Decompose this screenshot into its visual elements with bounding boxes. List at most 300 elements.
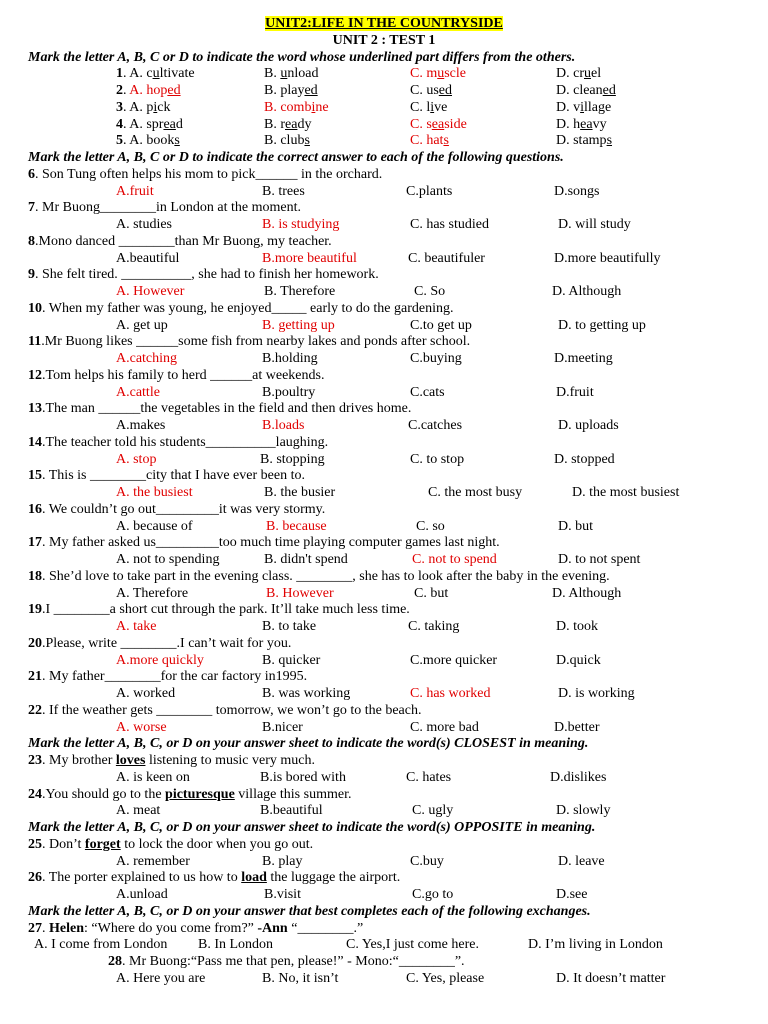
question-text: . We couldn’t go out_________it was very stormy. bbox=[42, 501, 326, 517]
text-segment: B. is studying bbox=[262, 217, 340, 232]
answer-option-c[interactable] bbox=[414, 586, 448, 603]
question-text: . My father asked us_________too much time playing computer games last night. bbox=[42, 535, 500, 551]
answer-option-d[interactable] bbox=[556, 133, 612, 150]
answer-option-a[interactable] bbox=[116, 284, 184, 301]
answer-option-c[interactable] bbox=[410, 133, 449, 150]
text-segment: B. didn't spend bbox=[264, 552, 348, 567]
text-segment: . A. p bbox=[123, 99, 154, 115]
answer-option-a[interactable] bbox=[116, 586, 188, 603]
text-segment: B. play bbox=[264, 83, 305, 98]
text-segment: A.beautiful bbox=[116, 250, 180, 266]
answer-option-c[interactable] bbox=[416, 519, 445, 536]
answer-option-d[interactable] bbox=[556, 385, 594, 402]
text-segment: village this summer. bbox=[234, 786, 352, 802]
text-segment: . The porter explained to us how to bbox=[42, 870, 242, 886]
underlined-text: forget bbox=[84, 836, 121, 852]
answer-option-c[interactable] bbox=[410, 720, 479, 737]
text-segment: nload bbox=[287, 66, 319, 82]
answer-option-b[interactable] bbox=[262, 720, 303, 737]
text-segment: C. has worked bbox=[410, 686, 491, 701]
text-segment: A. meat bbox=[116, 803, 161, 819]
underlined-text: u bbox=[437, 66, 445, 82]
answer-options-row bbox=[0, 385, 768, 402]
text-segment: C.go to bbox=[412, 887, 454, 902]
answer-option-b[interactable] bbox=[262, 251, 357, 268]
answer-options-row bbox=[0, 686, 768, 703]
answer-option-c[interactable] bbox=[412, 552, 497, 569]
text-segment: A.catching bbox=[116, 351, 178, 366]
answer-option-b[interactable] bbox=[266, 519, 327, 536]
answer-option-c[interactable] bbox=[406, 770, 451, 787]
text-segment: B. quicker bbox=[262, 652, 321, 668]
text-segment: ve bbox=[434, 99, 448, 115]
text-segment: A. take bbox=[116, 619, 157, 634]
answer-option-c[interactable] bbox=[410, 318, 472, 335]
answer-options-row bbox=[0, 100, 768, 117]
question-number: 13 bbox=[28, 401, 42, 417]
question-stem bbox=[0, 234, 768, 251]
answer-option-c[interactable] bbox=[410, 854, 444, 871]
question-text: . She felt tired. __________, she had to finish her homework. bbox=[35, 267, 379, 283]
answer-option-c[interactable] bbox=[410, 100, 447, 117]
answer-option-b[interactable] bbox=[262, 971, 338, 988]
underlined-text: ea bbox=[163, 116, 176, 132]
underlined-text: ed bbox=[167, 83, 181, 98]
text-segment: C. more bad bbox=[410, 719, 479, 735]
text-segment: el bbox=[591, 66, 602, 82]
answer-option-c[interactable] bbox=[428, 485, 522, 502]
answer-option-d[interactable] bbox=[558, 519, 593, 536]
text-segment: D. to not spent bbox=[558, 552, 641, 567]
text-segment: D. leave bbox=[558, 853, 605, 869]
underlined-text: ed bbox=[304, 83, 318, 98]
answer-options-row bbox=[0, 184, 768, 201]
text-segment: D. v bbox=[556, 99, 581, 115]
answer-option-c[interactable] bbox=[408, 619, 459, 636]
answer-option-d[interactable] bbox=[572, 485, 679, 502]
answer-option-a[interactable] bbox=[116, 803, 160, 820]
answer-option-d[interactable] bbox=[552, 284, 621, 301]
answer-option-a[interactable] bbox=[116, 217, 172, 234]
text-segment: D. slowly bbox=[556, 803, 611, 819]
answer-option-a[interactable] bbox=[116, 351, 177, 368]
question-number: 20 bbox=[28, 635, 42, 651]
answer-option-a[interactable] bbox=[34, 937, 167, 954]
bold-text: 27 bbox=[28, 920, 42, 936]
question-number: 21 bbox=[28, 669, 42, 685]
text-segment: C. hates bbox=[406, 769, 452, 785]
text-segment: ck bbox=[157, 99, 171, 115]
text-segment: . A. c bbox=[123, 66, 153, 82]
answer-option-a[interactable] bbox=[116, 552, 219, 569]
text-segment: A.makes bbox=[116, 418, 166, 433]
underlined-text: ed bbox=[438, 83, 453, 98]
text-segment: A. not to spending bbox=[116, 552, 220, 567]
answer-option-b[interactable] bbox=[262, 854, 302, 871]
answer-option-d[interactable] bbox=[556, 66, 601, 83]
answer-option-d[interactable] bbox=[556, 887, 588, 904]
underlined-text: i bbox=[580, 99, 585, 115]
answer-option-b[interactable] bbox=[260, 803, 323, 820]
question-number: 7 bbox=[28, 200, 35, 216]
answer-option-d[interactable] bbox=[558, 418, 619, 435]
underlined-text: picturesque bbox=[165, 786, 235, 802]
question-stem bbox=[0, 669, 768, 686]
text-segment: C. has studied bbox=[410, 217, 489, 232]
question-text: .Tom helps his family to herd ______at weekends. bbox=[42, 367, 325, 383]
answer-option-d[interactable] bbox=[558, 552, 640, 569]
text-segment: B.holding bbox=[262, 351, 318, 366]
answer-option-c[interactable] bbox=[412, 803, 453, 820]
answer-options-row bbox=[0, 653, 768, 670]
answer-option-c[interactable] bbox=[410, 686, 491, 703]
text-segment: C.plants bbox=[406, 183, 453, 199]
text-segment: C. taking bbox=[408, 619, 460, 634]
answer-option-a[interactable] bbox=[116, 770, 190, 787]
text-segment: D. to getting up bbox=[558, 317, 646, 333]
text-segment: C.to get up bbox=[410, 317, 472, 333]
text-segment: A. However bbox=[116, 284, 185, 299]
answer-option-d[interactable] bbox=[556, 803, 610, 820]
text-segment: A.fruit bbox=[116, 183, 154, 199]
text-segment: C. l bbox=[410, 99, 431, 115]
section-instruction: Mark the letter A, B, C, or D on your answer sheet to indicate the word(s) OPPOSITE in meaning. bbox=[28, 820, 596, 835]
question-stem bbox=[0, 753, 768, 770]
answer-option-d[interactable] bbox=[556, 619, 598, 636]
text-segment: A. get up bbox=[116, 317, 168, 333]
answer-option-d[interactable] bbox=[556, 100, 611, 117]
answer-option-a[interactable] bbox=[116, 251, 179, 268]
question-stem bbox=[0, 468, 768, 485]
answer-option-c[interactable] bbox=[408, 251, 485, 268]
text-segment: A. worked bbox=[116, 686, 176, 701]
text-segment: A. hop bbox=[129, 83, 168, 98]
underlined-text: i bbox=[430, 99, 435, 115]
answer-option-d[interactable] bbox=[556, 971, 665, 988]
answer-option-c[interactable] bbox=[410, 66, 466, 83]
text-segment: C. hat bbox=[410, 133, 444, 149]
answer-options-row bbox=[0, 217, 768, 234]
answer-option-b[interactable] bbox=[264, 284, 335, 301]
text-segment: A. the busiest bbox=[116, 485, 193, 500]
underlined-text: s bbox=[174, 133, 180, 149]
answer-options-row bbox=[0, 770, 768, 787]
text-segment: B. r bbox=[264, 116, 285, 132]
bold-text: 4 bbox=[116, 116, 123, 132]
answer-option-b[interactable] bbox=[264, 117, 311, 134]
text-segment: D. stamp bbox=[556, 133, 607, 149]
bold-text: 2 bbox=[116, 83, 123, 98]
answer-option-c[interactable] bbox=[408, 418, 462, 435]
answer-option-c[interactable] bbox=[406, 184, 452, 201]
answer-option-b[interactable] bbox=[262, 318, 335, 335]
question-stem bbox=[0, 602, 768, 619]
answer-option-a[interactable] bbox=[116, 619, 156, 636]
question-stem bbox=[0, 334, 768, 351]
answer-option-d[interactable] bbox=[554, 720, 599, 737]
text-segment: D.better bbox=[554, 719, 600, 735]
answer-option-a[interactable] bbox=[116, 133, 180, 150]
text-segment: . A. book bbox=[123, 133, 175, 149]
text-segment: D.see bbox=[556, 887, 588, 902]
answer-option-d[interactable] bbox=[558, 217, 631, 234]
answer-option-b[interactable] bbox=[264, 133, 310, 150]
text-segment: D. took bbox=[556, 619, 598, 634]
answer-option-d[interactable] bbox=[554, 251, 661, 268]
question-text: .Mr Buong likes ______some fish from nearby lakes and ponds after school. bbox=[41, 334, 471, 350]
text-segment: . Mr Buong:“Pass me that pen, please!” - Mono:“________”. bbox=[122, 954, 465, 969]
bold-text: 1 bbox=[116, 66, 123, 82]
text-segment: D. will study bbox=[558, 217, 631, 232]
test-subtitle: UNIT 2 : TEST 1 bbox=[332, 32, 436, 48]
question-number: 17 bbox=[28, 535, 42, 551]
text-segment: B. Therefore bbox=[264, 284, 336, 299]
answer-option-b[interactable] bbox=[262, 385, 315, 402]
answer-options-row bbox=[0, 117, 768, 134]
answer-option-b[interactable] bbox=[198, 937, 273, 954]
question-number: 19 bbox=[28, 602, 42, 618]
answer-option-d[interactable] bbox=[554, 184, 600, 201]
answer-option-d[interactable] bbox=[558, 854, 605, 871]
answer-option-a[interactable] bbox=[116, 83, 181, 100]
answer-option-b[interactable] bbox=[264, 66, 318, 83]
underlined-text: s bbox=[443, 133, 449, 149]
answer-option-c[interactable] bbox=[410, 452, 464, 469]
answer-option-d[interactable] bbox=[558, 686, 635, 703]
answer-option-a[interactable] bbox=[116, 117, 183, 134]
answer-options-row bbox=[0, 937, 768, 954]
answer-option-a[interactable] bbox=[116, 720, 167, 737]
text-segment: B. bbox=[264, 66, 281, 82]
answer-options-row bbox=[0, 83, 768, 100]
bold-text: 3 bbox=[116, 99, 123, 115]
answer-option-c[interactable] bbox=[410, 351, 462, 368]
text-segment: C.more quicker bbox=[410, 652, 498, 668]
answer-option-a[interactable] bbox=[116, 519, 193, 536]
text-segment: B. was working bbox=[262, 686, 351, 701]
underlined-text: ea bbox=[285, 116, 298, 132]
text-segment: to lock the door when you go out. bbox=[120, 836, 314, 852]
text-segment: B.poultry bbox=[262, 384, 316, 400]
question-stem bbox=[0, 435, 768, 452]
question-number: 18 bbox=[28, 568, 42, 584]
underlined-text: u bbox=[280, 66, 288, 82]
bold-text: 26 bbox=[28, 870, 42, 886]
answer-option-d[interactable] bbox=[552, 586, 621, 603]
answer-option-b[interactable] bbox=[262, 184, 305, 201]
question-number: 16 bbox=[28, 501, 42, 517]
text-segment: B. No, it isn’t bbox=[262, 970, 339, 986]
question-stem bbox=[0, 787, 768, 804]
text-segment: C. ugly bbox=[412, 803, 454, 819]
question-text: .Mono danced ________than Mr Buong, my teacher. bbox=[35, 233, 332, 249]
question-number: 10 bbox=[28, 300, 42, 316]
answer-option-a[interactable] bbox=[116, 452, 156, 469]
answer-option-c[interactable] bbox=[414, 284, 445, 301]
text-segment: C. the most busy bbox=[428, 485, 523, 500]
text-segment: A. stop bbox=[116, 451, 157, 467]
answer-option-a[interactable] bbox=[116, 318, 168, 335]
text-segment: D.songs bbox=[554, 183, 600, 199]
answer-option-d[interactable] bbox=[556, 83, 616, 100]
answer-option-b[interactable] bbox=[262, 217, 339, 234]
answer-option-d[interactable] bbox=[550, 770, 606, 787]
text-segment: D.dislikes bbox=[550, 769, 607, 785]
text-segment: . Don’t bbox=[42, 836, 85, 852]
answer-option-c[interactable] bbox=[412, 887, 453, 904]
question-number: 15 bbox=[28, 468, 42, 484]
question-number: 8 bbox=[28, 233, 35, 249]
bold-text: Helen bbox=[49, 920, 84, 936]
text-segment: C.cats bbox=[410, 384, 445, 400]
answer-option-c[interactable] bbox=[406, 971, 484, 988]
text-segment: . A. spr bbox=[123, 116, 164, 132]
question-text: . Mr Buong________in London at the moment. bbox=[35, 200, 301, 216]
question-stem bbox=[0, 921, 768, 938]
bold-text: 23 bbox=[28, 753, 42, 768]
answer-option-b[interactable] bbox=[266, 586, 334, 603]
answer-option-c[interactable] bbox=[410, 217, 489, 234]
text-segment: B. club bbox=[264, 133, 305, 149]
answer-option-a[interactable] bbox=[116, 184, 154, 201]
text-segment: B.is bored with bbox=[260, 769, 346, 785]
text-segment: . bbox=[42, 920, 49, 936]
answer-option-b[interactable] bbox=[262, 418, 304, 435]
answer-option-a[interactable] bbox=[116, 971, 205, 988]
answer-option-b[interactable] bbox=[264, 485, 335, 502]
text-segment: D. uploads bbox=[558, 418, 619, 433]
text-segment: A. I come from London bbox=[34, 937, 168, 953]
text-segment: llage bbox=[584, 99, 612, 115]
question-text: . My father________for the car factory in1995. bbox=[42, 669, 308, 685]
answer-option-c[interactable] bbox=[410, 385, 445, 402]
underlined-text: ea bbox=[580, 116, 593, 132]
text-segment: C.catches bbox=[408, 418, 463, 433]
question-text: . She’d love to take part in the evening class. ________, she has to look after the baby in the evening. bbox=[42, 568, 610, 584]
question-stem bbox=[0, 703, 768, 720]
text-segment: A. studies bbox=[116, 217, 172, 232]
answer-option-a[interactable] bbox=[116, 485, 193, 502]
answer-option-b[interactable] bbox=[260, 452, 325, 469]
answer-option-b[interactable] bbox=[264, 100, 329, 117]
text-segment: C. Yes, please bbox=[406, 970, 485, 986]
worksheet bbox=[0, 16, 768, 988]
text-segment: D. Although bbox=[552, 284, 622, 299]
text-segment: B. In London bbox=[198, 937, 274, 953]
answer-option-d[interactable] bbox=[554, 452, 615, 469]
underlined-text: s bbox=[606, 133, 613, 149]
question-stem bbox=[0, 636, 768, 653]
text-segment: B. stopping bbox=[260, 451, 325, 467]
text-segment: C. so bbox=[416, 518, 445, 534]
text-segment: D. clean bbox=[556, 83, 603, 98]
answer-option-d[interactable] bbox=[554, 351, 613, 368]
question-number: 12 bbox=[28, 367, 42, 383]
answer-option-b[interactable] bbox=[260, 770, 346, 787]
section-instruction: Mark the letter A, B, C, or D on your answer that best completes each of the following exchanges. bbox=[28, 903, 591, 919]
question-stem bbox=[0, 267, 768, 284]
answer-option-c[interactable] bbox=[410, 653, 497, 670]
answer-option-b[interactable] bbox=[264, 83, 318, 100]
answer-option-b[interactable] bbox=[262, 686, 350, 703]
section-instruction: Mark the letter A, B, C, or D on your answer sheet to indicate the word(s) CLOSEST in meaning. bbox=[28, 736, 589, 752]
answer-option-b[interactable] bbox=[262, 619, 316, 636]
question-text: .The teacher told his students__________laughing. bbox=[42, 434, 329, 450]
question-stem bbox=[0, 569, 768, 586]
answer-option-a[interactable] bbox=[116, 653, 204, 670]
text-segment: A.more quickly bbox=[116, 652, 204, 668]
text-segment: listening to music very much. bbox=[145, 753, 315, 768]
answer-option-d[interactable] bbox=[558, 318, 646, 335]
answer-option-d[interactable] bbox=[528, 937, 663, 954]
text-segment: ne bbox=[315, 99, 329, 115]
section-instruction: Mark the letter A, B, C or D to indicate the correct answer to each of the following questions. bbox=[28, 150, 564, 165]
answer-option-a[interactable] bbox=[116, 887, 168, 904]
text-segment: C. but bbox=[414, 585, 449, 601]
text-segment: the luggage the airport. bbox=[266, 870, 401, 886]
question-stem bbox=[0, 954, 768, 971]
text-segment: .You should go to the bbox=[42, 786, 166, 802]
answer-option-c[interactable] bbox=[410, 117, 467, 134]
text-segment: D.quick bbox=[556, 652, 601, 668]
underlined-text: loves bbox=[115, 753, 146, 768]
underlined-text: i bbox=[153, 99, 158, 115]
answer-options-row bbox=[0, 720, 768, 737]
answer-option-a[interactable] bbox=[116, 418, 165, 435]
text-segment: C. Yes,I just come here. bbox=[346, 937, 479, 953]
text-segment: A.cattle bbox=[116, 384, 160, 400]
answer-option-b[interactable] bbox=[264, 552, 348, 569]
text-segment: A. remember bbox=[116, 853, 190, 869]
question-stem bbox=[0, 870, 768, 887]
answer-option-d[interactable] bbox=[556, 117, 607, 134]
answer-option-c[interactable] bbox=[410, 83, 452, 100]
answer-option-a[interactable] bbox=[116, 686, 175, 703]
question-text: . When my father was young, he enjoyed_____ early to do the gardening. bbox=[42, 300, 454, 316]
question-number: 14 bbox=[28, 434, 42, 450]
text-segment: C. to stop bbox=[410, 451, 465, 467]
answer-options-row bbox=[0, 619, 768, 636]
answer-option-c[interactable] bbox=[346, 937, 479, 954]
text-segment: D. the most busiest bbox=[572, 485, 680, 500]
text-segment: A. Therefore bbox=[116, 585, 189, 601]
text-segment: B.nicer bbox=[262, 719, 303, 735]
text-segment: B.beautiful bbox=[260, 803, 323, 819]
page-title bbox=[0, 16, 768, 33]
answer-option-a[interactable] bbox=[116, 66, 195, 83]
underlined-text: u bbox=[152, 66, 160, 82]
answer-option-b[interactable] bbox=[262, 653, 320, 670]
text-segment: D. but bbox=[558, 518, 593, 534]
answer-option-a[interactable] bbox=[116, 100, 170, 117]
underlined-text: i bbox=[311, 99, 316, 115]
answer-option-b[interactable] bbox=[262, 351, 318, 368]
answer-option-b[interactable] bbox=[264, 887, 301, 904]
text-segment: D.fruit bbox=[556, 384, 594, 400]
answer-option-d[interactable] bbox=[556, 653, 601, 670]
bold-text: 24 bbox=[28, 786, 42, 802]
answer-option-a[interactable] bbox=[116, 385, 160, 402]
text-segment: A. because of bbox=[116, 518, 193, 534]
question-stem bbox=[0, 167, 768, 184]
answer-options-row bbox=[0, 803, 768, 820]
answer-option-a[interactable] bbox=[116, 854, 190, 871]
answer-options-row bbox=[0, 887, 768, 904]
answer-options-row bbox=[0, 66, 768, 83]
question-number: 6 bbox=[28, 166, 35, 182]
text-segment: ltivate bbox=[159, 66, 195, 82]
text-segment: C. So bbox=[414, 284, 446, 299]
